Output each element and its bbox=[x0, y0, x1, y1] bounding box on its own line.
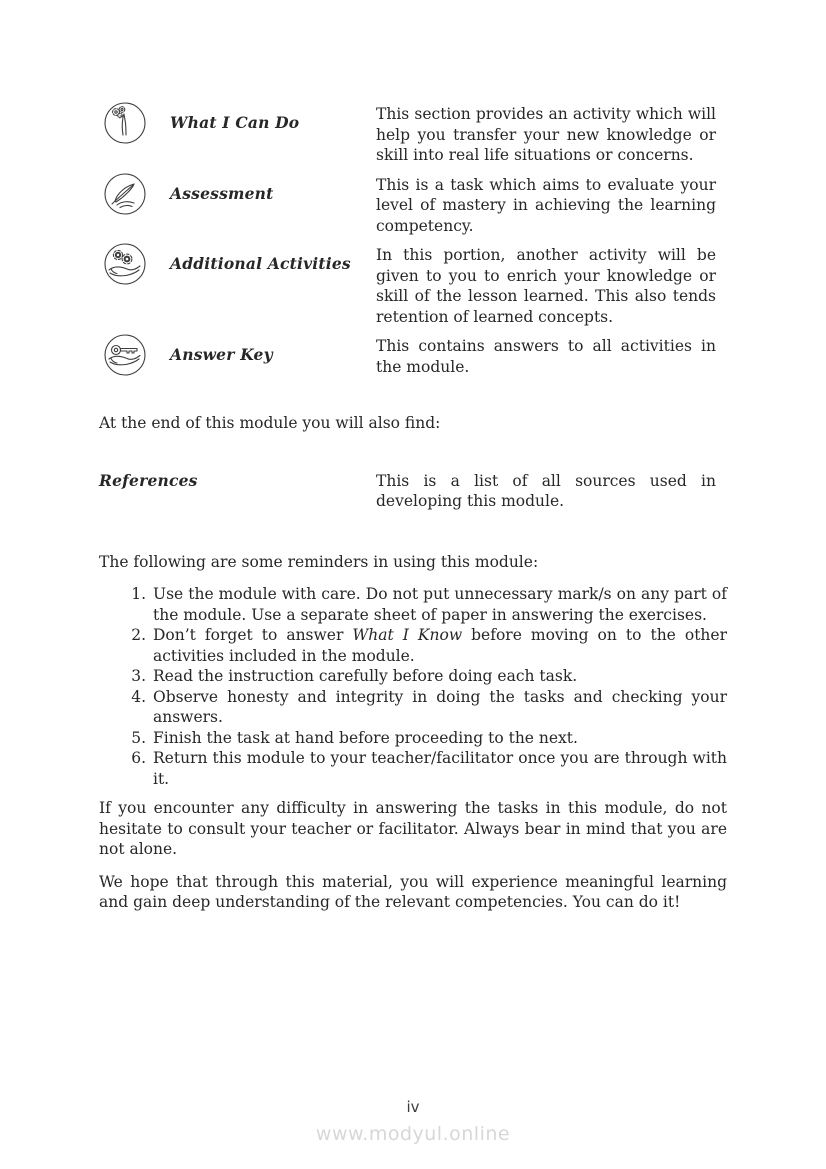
hand-holding-flowers-icon bbox=[103, 101, 147, 145]
hand-writing-pen-icon bbox=[103, 172, 147, 216]
section-description: In this portion, another activity will be given to you to enrich your knowledge or skill of the lesson learned. This also tends retention of learned concepts. bbox=[376, 246, 716, 326]
section-label: Assessment bbox=[170, 183, 274, 203]
section-description: This contains answers to all activities in the module. bbox=[376, 337, 716, 376]
icon-guide-row bbox=[99, 101, 727, 166]
closing-paragraph: If you encounter any difficulty in answering the tasks in this module, do not hesitate to consult your teacher or facilitator. Always bear in mind that you are not alone. bbox=[99, 799, 727, 858]
icon-guide-row bbox=[99, 172, 727, 237]
watermark: www.modyul.online bbox=[315, 1123, 511, 1145]
references-row bbox=[99, 471, 727, 512]
key-on-palm-icon bbox=[103, 333, 147, 377]
reminder-item: 4. Observe honesty and integrity in doing the tasks and checking your answers. bbox=[151, 687, 727, 728]
closing-paragraph: We hope that through this material, you will experience meaningful learning and gain deep understanding of the relevant competencies. You can do it! bbox=[99, 872, 727, 911]
icon-guide-row bbox=[99, 242, 727, 327]
references-description: This is a list of all sources used in developing this module. bbox=[376, 471, 716, 510]
reminders-list bbox=[99, 584, 727, 789]
section-description: This section provides an activity which will help you transfer your new knowledge or skill into real life situations or concerns. bbox=[376, 105, 716, 164]
icon-guide bbox=[99, 101, 727, 377]
page-number: iv bbox=[406, 1098, 420, 1116]
reminder-item: 2. Don’t forget to answer What I Know before moving on to the other activities included in the module. bbox=[151, 625, 727, 666]
references-label: References bbox=[99, 470, 198, 490]
reminder-item: 6. Return this module to your teacher/facilitator once you are through with it. bbox=[151, 748, 727, 789]
icon-guide-row bbox=[99, 333, 727, 377]
reminder-item: 3. Read the instruction carefully before doing each task. bbox=[151, 666, 727, 687]
section-label: What I Can Do bbox=[170, 113, 300, 132]
reminder-item: 1. Use the module with care. Do not put unnecessary mark/s on any part of the module. Use a separate sheet of paper in answering the exercises. bbox=[151, 584, 727, 625]
section-label: Answer Key bbox=[170, 345, 273, 364]
end-note: At the end of this module you will also find: bbox=[99, 414, 441, 432]
gears-on-palm-icon bbox=[103, 242, 147, 286]
section-description: This is a task which aims to evaluate your level of mastery in achieving the learning competency. bbox=[376, 175, 716, 235]
section-label: Additional Activities bbox=[170, 254, 351, 273]
reminders-intro: The following are some reminders in using this module: bbox=[99, 552, 539, 571]
reminder-item: 5. Finish the task at hand before proceeding to the next. bbox=[151, 728, 727, 749]
